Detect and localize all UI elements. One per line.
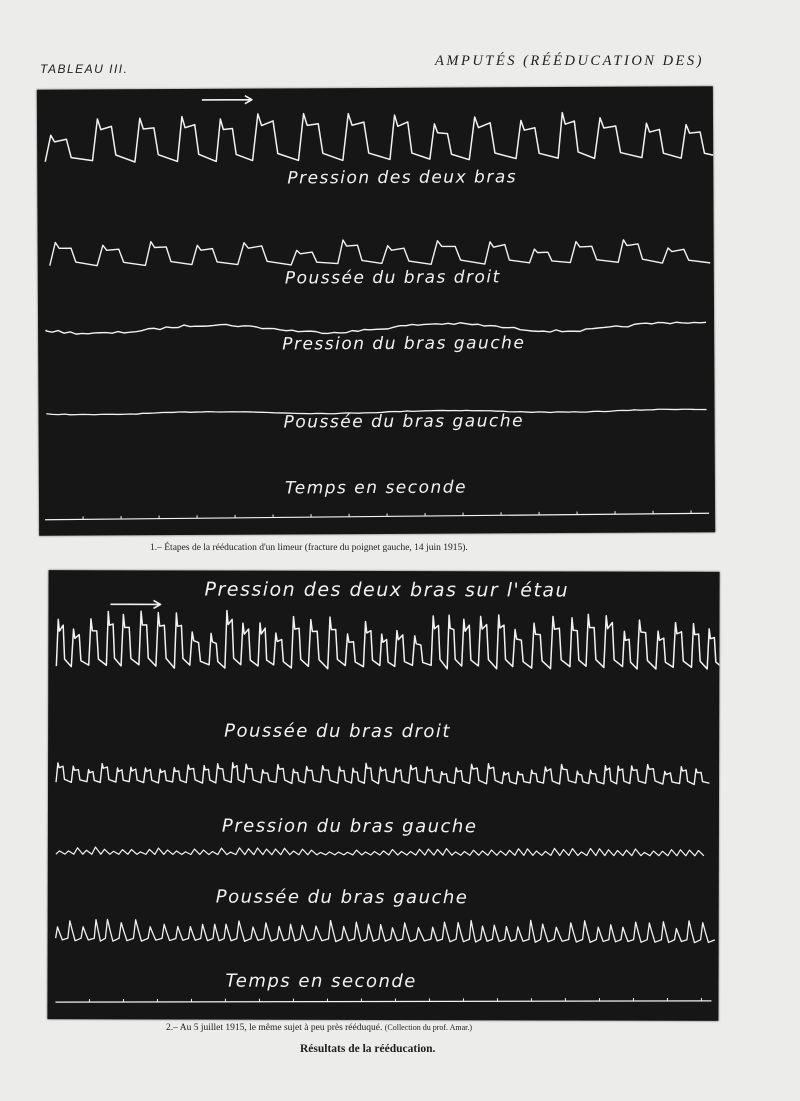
- fig1-trace-pression-deux-bras: [45, 111, 715, 162]
- fig2-direction-arrow: [110, 600, 160, 608]
- fig2-label-pression-deux-bras-etau: Pression des deux bras sur l'étau: [204, 578, 570, 602]
- figure-2-collection-note: (Collection du prof. Amar.): [384, 1023, 473, 1032]
- figure-1-traces: [37, 86, 715, 536]
- fig1-direction-arrow: [202, 96, 252, 104]
- fig2-label-pression-bras-gauche: Pression du bras gauche: [221, 815, 478, 838]
- figure-2-caption-text: 2.– Au 5 juillet 1915, le même sujet à peu près rééduqué.: [166, 1023, 383, 1033]
- figure-2-traces: [47, 570, 719, 1021]
- plate-number: TABLEAU III.: [40, 62, 129, 76]
- fig1-trace-temps: [45, 513, 709, 519]
- fig1-label-poussee-bras-gauche: Poussée du bras gauche: [283, 411, 525, 433]
- fig1-label-pression-bras-gauche: Pression du bras gauche: [282, 333, 526, 355]
- fig1-label-temps: Temps en seconde: [284, 477, 468, 499]
- fig2-trace-temps-ticks: [89, 996, 701, 1003]
- fig2-label-temps: Temps en seconde: [225, 970, 417, 993]
- fig2-label-poussee-bras-gauche: Poussée du bras gauche: [215, 886, 469, 909]
- figure-1-tracings: [37, 86, 715, 536]
- fig2-trace-temps: [55, 999, 711, 1004]
- fig2-trace-poussee-bras-droit: [56, 762, 709, 784]
- running-head: AMPUTÉS (RÉÉDUCATION DES): [435, 53, 704, 69]
- figure-1-caption: 1.– Étapes de la rééducation d'un limeur (fracture du poignet gauche, 14 juin 1915).: [150, 543, 468, 553]
- fig2-label-poussee-bras-droit: Poussée du bras droit: [224, 720, 452, 743]
- figure-2-tracings: [47, 570, 719, 1021]
- fig1-label-poussee-bras-droit: Poussée du bras droit: [284, 267, 501, 289]
- fig1-trace-poussee-bras-droit: [50, 238, 711, 266]
- fig2-trace-pression-bras-gauche: [56, 847, 704, 856]
- plate-title: Résultats de la rééducation.: [300, 1043, 436, 1055]
- fig1-label-pression-deux-bras: Pression des deux bras: [287, 167, 518, 189]
- fig1-trace-pression-bras-gauche: [46, 321, 706, 334]
- fig2-trace-pression-deux-bras-etau: [56, 610, 719, 670]
- figure-2-caption: [166, 1023, 472, 1033]
- fig2-trace-poussee-bras-gauche: [56, 919, 715, 943]
